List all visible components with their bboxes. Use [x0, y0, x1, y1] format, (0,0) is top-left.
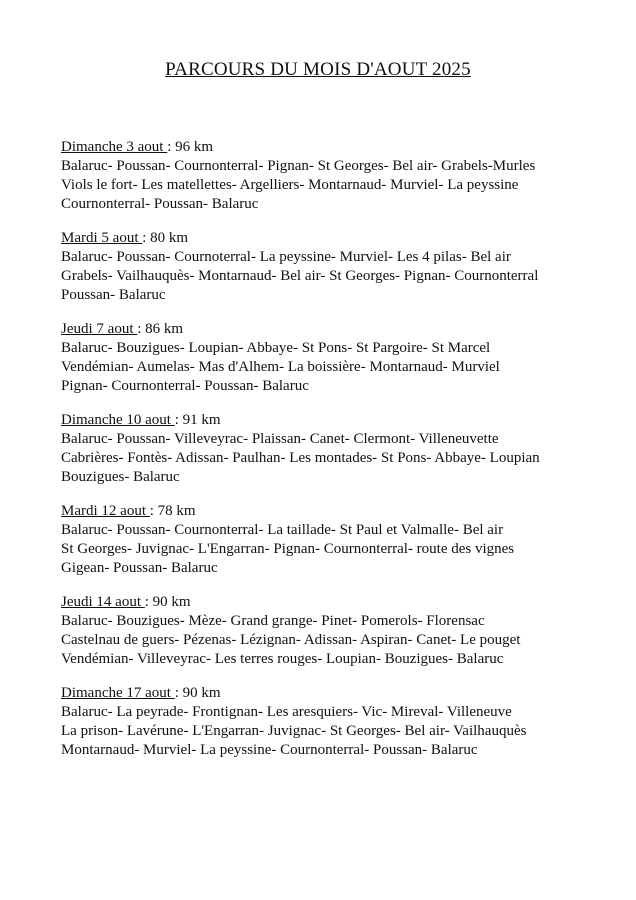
- route-date: Jeudi 14 aout: [61, 594, 145, 610]
- route-distance: : 80 km: [142, 230, 189, 246]
- route-heading: [61, 138, 596, 157]
- route-line: Bouzigues- Balaruc: [61, 469, 180, 485]
- route-line: Gigean- Poussan- Balaruc: [61, 560, 218, 576]
- route-line: Vendémian- Villeveyrac- Les terres rouges- Loupian- Bouzigues- Balaruc: [61, 651, 504, 667]
- route-line: Viols le fort- Les matellettes- Argelliers- Montarnaud- Murviel- La peyssine: [61, 177, 519, 193]
- route-section: [61, 138, 596, 214]
- route-line: Cabrières- Fontès- Adissan- Paulhan- Les montades- St Pons- Abbaye- Loupian: [61, 450, 540, 466]
- route-line: St Georges- Juvignac- L'Engarran- Pignan- Cournonterral- route des vignes: [61, 541, 515, 557]
- route-section: [61, 229, 596, 305]
- route-line: La prison- Lavérune- L'Engarran- Juvignac- St Georges- Bel air- Vailhauquès: [61, 723, 527, 739]
- route-line: Balaruc- La peyrade- Frontignan- Les aresquiers- Vic- Mireval- Villeneuve: [61, 704, 512, 720]
- route-heading: [61, 684, 596, 703]
- route-heading: [61, 502, 596, 521]
- document-content: [0, 82, 636, 760]
- route-line: Balaruc- Poussan- Villeveyrac- Plaissan- Canet- Clermont- Villeneuvette: [61, 431, 499, 447]
- route-line: Montarnaud- Murviel- La peyssine- Cournonterral- Poussan- Balaruc: [61, 742, 478, 758]
- route-heading: [61, 229, 596, 248]
- route-line: Balaruc- Bouzigues- Mèze- Grand grange- Pinet- Pomerols- Florensac: [61, 613, 485, 629]
- route-distance: : 78 km: [149, 503, 196, 519]
- route-distance: : 91 km: [174, 412, 221, 428]
- route-section: [61, 320, 596, 396]
- route-distance: : 86 km: [137, 321, 184, 337]
- route-line: Grabels- Vailhauquès- Montarnaud- Bel air- St Georges- Pignan- Cournonterral: [61, 268, 539, 284]
- route-date: Jeudi 7 aout: [61, 321, 138, 337]
- route-date: Dimanche 17 aout: [61, 685, 175, 701]
- route-distance: : 96 km: [167, 139, 214, 155]
- route-section: [61, 411, 596, 487]
- route-date: Dimanche 3 aout: [61, 139, 168, 155]
- page-title: PARCOURS DU MOIS D'AOUT 2025: [165, 59, 471, 80]
- route-heading: [61, 320, 596, 339]
- route-date: Mardi 5 aout: [61, 230, 143, 246]
- route-line: Balaruc- Poussan- Cournonterral- La taillade- St Paul et Valmalle- Bel air: [61, 522, 504, 538]
- route-line: Cournonterral- Poussan- Balaruc: [61, 196, 259, 212]
- route-date: Dimanche 10 aout: [61, 412, 175, 428]
- route-distance: : 90 km: [174, 685, 221, 701]
- route-section: [61, 684, 596, 760]
- route-line: Poussan- Balaruc: [61, 287, 166, 303]
- route-line: Castelnau de guers- Pézenas- Lézignan- Adissan- Aspiran- Canet- Le pouget: [61, 632, 521, 648]
- route-distance: : 90 km: [144, 594, 191, 610]
- route-date: Mardi 12 aout: [61, 503, 150, 519]
- route-line: Vendémian- Aumelas- Mas d'Alhem- La boissière- Montarnaud- Murviel: [61, 359, 500, 375]
- route-line: Balaruc- Bouzigues- Loupian- Abbaye- St Pons- St Pargoire- St Marcel: [61, 340, 491, 356]
- route-line: Balaruc- Poussan- Cournonterral- Pignan- St Georges- Bel air- Grabels-Murles: [61, 158, 536, 174]
- route-heading: [61, 593, 596, 612]
- route-heading: [61, 411, 596, 430]
- route-section: [61, 593, 596, 669]
- route-section: [61, 502, 596, 578]
- route-line: Balaruc- Poussan- Cournoterral- La peyssine- Murviel- Les 4 pilas- Bel air: [61, 249, 511, 265]
- route-line: Pignan- Cournonterral- Poussan- Balaruc: [61, 378, 309, 394]
